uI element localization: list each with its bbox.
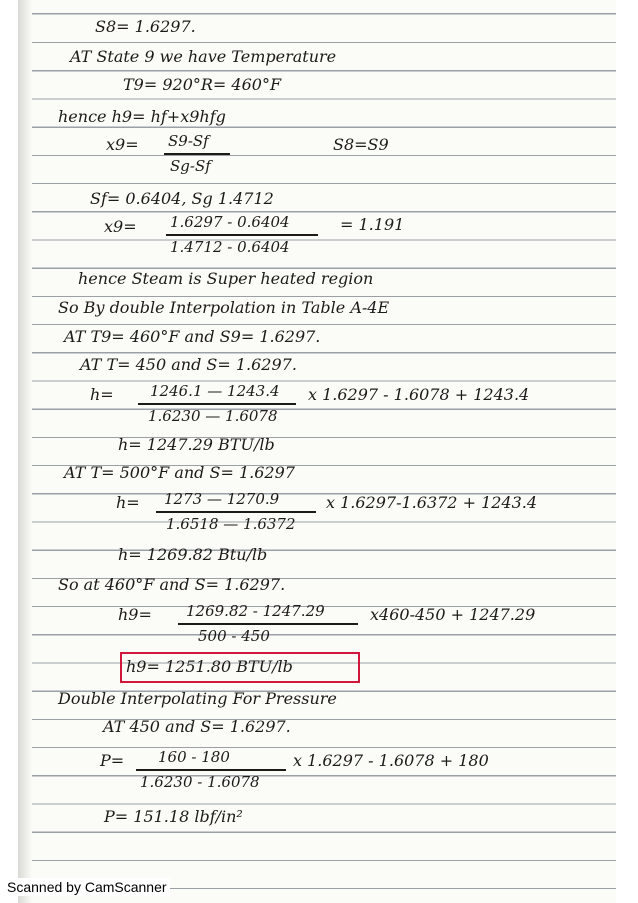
fraction-denominator: 1.4712 - 0.6404: [170, 238, 290, 256]
scanner-watermark: Scanned by CamScanner: [4, 878, 170, 896]
line-h9-result: h9= 1251.80 BTU/lb: [126, 657, 293, 676]
fraction-numerator: 1269.82 - 1247.29: [186, 602, 325, 620]
fraction-denominator: 1.6230 - 1.6078: [140, 773, 260, 791]
line-x9-label: x9=: [106, 135, 139, 154]
line-h-label-2: h=: [116, 493, 140, 512]
fraction-denominator: 500 - 450: [198, 627, 270, 645]
line-at-450-s: AT 450 and S= 1.6297.: [103, 717, 291, 736]
line-at-state-9: AT State 9 we have Temperature: [70, 47, 337, 66]
line-at-500: AT T= 500°F and S= 1.6297: [64, 463, 295, 482]
line-h9-label: h9=: [118, 605, 152, 624]
line-t9: T9= 920°R= 460°F: [123, 75, 282, 94]
fraction-bar: [164, 153, 230, 155]
fraction-numerator: 160 - 180: [158, 748, 230, 766]
line-h-1247: h= 1247.29 BTU/lb: [118, 435, 275, 454]
notebook-page: [18, 0, 616, 903]
line-p-label: P=: [100, 751, 125, 770]
fraction-numerator: 1273 — 1270.9: [164, 490, 280, 508]
line-superheated: hence Steam is Super heated region: [78, 269, 374, 288]
fraction-bar: [178, 623, 358, 625]
line-x9-result: = 1.191: [340, 215, 405, 234]
fraction-numerator: 1246.1 — 1243.4: [150, 382, 280, 400]
fraction-bar: [136, 769, 286, 771]
line-s8: S8= 1.6297.: [95, 17, 196, 36]
fraction-denominator: 1.6230 — 1.6078: [148, 407, 278, 425]
line-hence-h9: hence h9= hf+x9hfg: [58, 107, 226, 126]
line-at-450: AT T= 450 and S= 1.6297.: [80, 355, 297, 374]
line-h-rest-1: x 1.6297 - 1.6078 + 1243.4: [308, 385, 530, 404]
line-h-rest-2: x 1.6297-1.6372 + 1243.4: [326, 493, 538, 512]
fraction-denominator: 1.6518 — 1.6372: [166, 515, 296, 533]
line-x9-value-label: x9=: [104, 217, 137, 236]
line-double-interpolation: So By double Interpolation in Table A-4E: [58, 298, 390, 317]
fraction-bar: [138, 403, 296, 405]
line-p-rest: x 1.6297 - 1.6078 + 180: [293, 751, 489, 770]
line-h-1269: h= 1269.82 Btu/lb: [118, 545, 268, 564]
line-double-interpolating-pressure: Double Interpolating For Pressure: [58, 689, 337, 708]
page-margin: [18, 0, 32, 903]
line-p-result: P= 151.18 lbf/in²: [104, 807, 243, 826]
line-h9-rest: x460-450 + 1247.29: [370, 605, 536, 624]
fraction-bar: [166, 234, 318, 236]
line-at-460: AT T9= 460°F and S9= 1.6297.: [64, 327, 321, 346]
fraction-bar: [156, 511, 316, 513]
line-h-label-1: h=: [90, 385, 114, 404]
fraction-denominator: Sg-Sf: [170, 157, 211, 175]
fraction-numerator: 1.6297 - 0.6404: [170, 213, 290, 231]
line-s8-eq-s9: S8=S9: [333, 135, 389, 154]
line-so-at-460: So at 460°F and S= 1.6297.: [58, 575, 286, 594]
fraction-numerator: S9-Sf: [168, 132, 209, 150]
line-sf-sg: Sf= 0.6404, Sg 1.4712: [90, 189, 274, 208]
